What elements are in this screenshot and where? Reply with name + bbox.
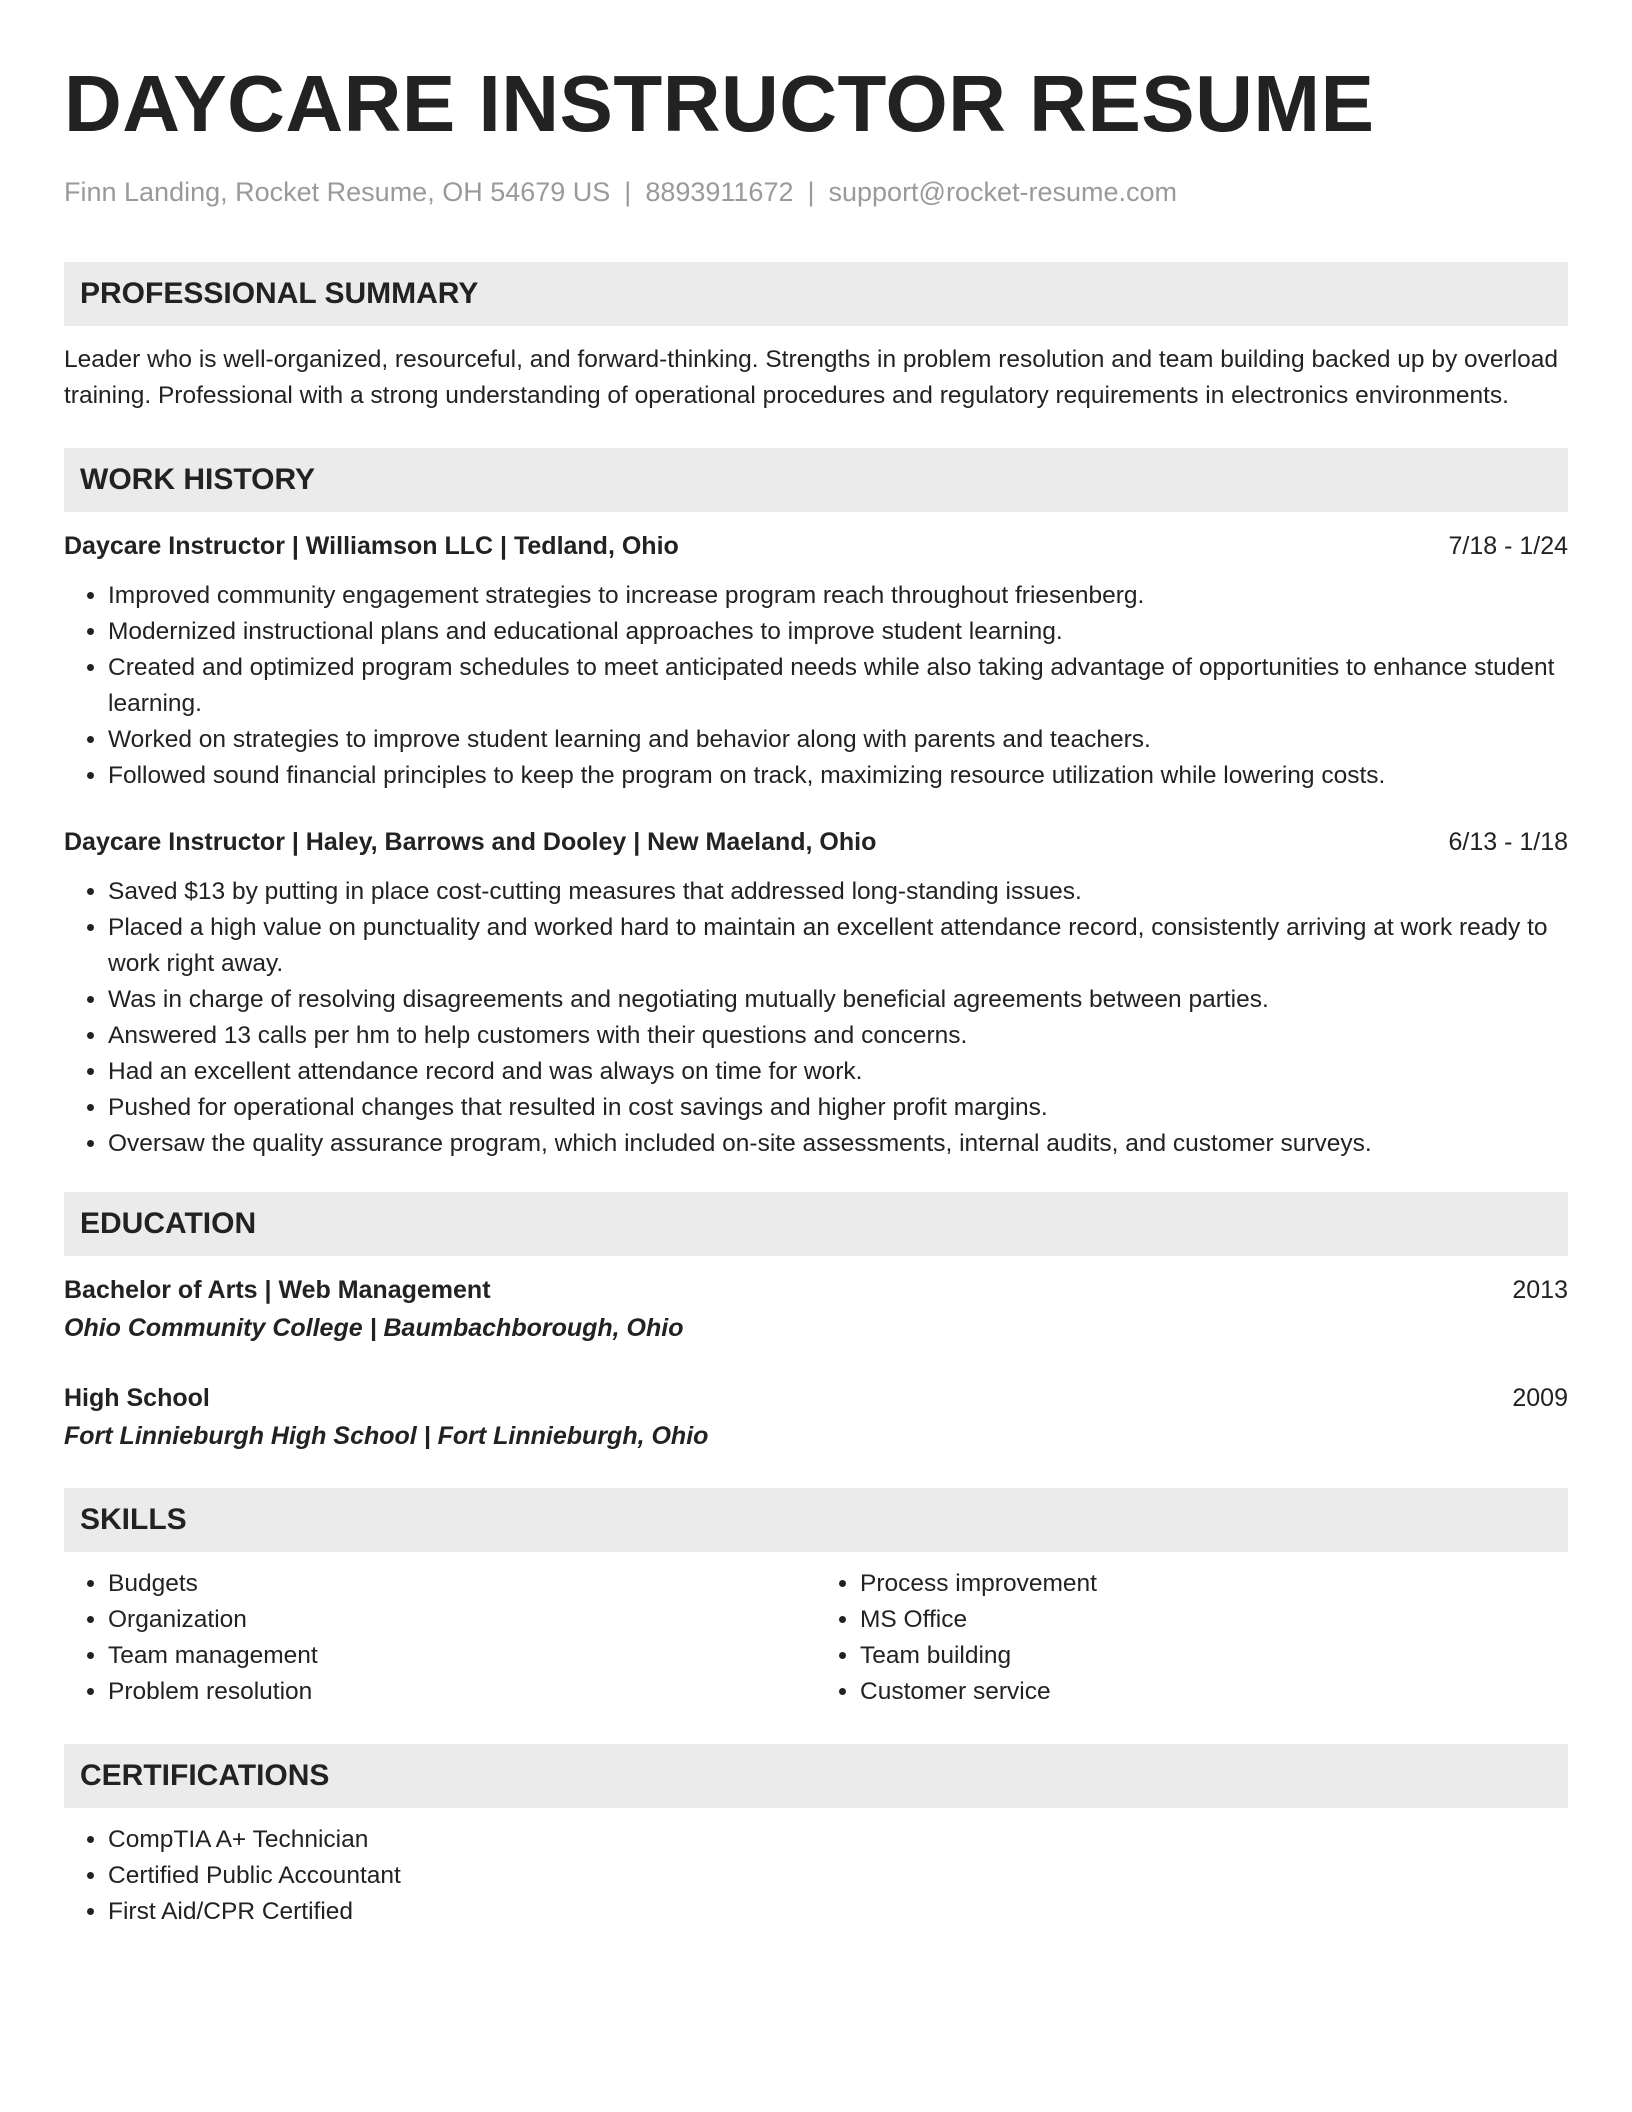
skills-list-right bbox=[816, 1566, 1568, 1710]
job-bullet: • Had an excellent attendance record and was always on time for work. bbox=[108, 1054, 1568, 1090]
skill-item: • Process improvement bbox=[860, 1566, 1568, 1602]
job-title: Daycare Instructor | Haley, Barrows and Dooley | New Maeland, Ohio bbox=[64, 828, 877, 856]
job-header bbox=[64, 528, 1568, 564]
job-dates: 6/13 - 1/18 bbox=[1448, 828, 1568, 856]
skill-item: • Organization bbox=[108, 1602, 816, 1638]
skills-list-left bbox=[64, 1566, 816, 1710]
job-bullet: • Followed sound financial principles to keep the program on track, maximizing resource utilization while lowering costs. bbox=[108, 758, 1568, 794]
certifications-list bbox=[64, 1822, 1568, 1930]
job-bullet: • Pushed for operational changes that resulted in cost savings and higher profit margins. bbox=[108, 1090, 1568, 1126]
job-bullet: • Improved community engagement strategies to increase program reach throughout friesenberg. bbox=[108, 578, 1568, 614]
resume-page bbox=[64, 56, 1568, 1930]
skill-item: • Customer service bbox=[860, 1674, 1568, 1710]
education-degree: Bachelor of Arts | Web Management bbox=[64, 1276, 491, 1304]
contact-address: Finn Landing, Rocket Resume, OH 54679 US bbox=[64, 177, 611, 207]
section-heading-summary: PROFESSIONAL SUMMARY bbox=[64, 262, 1568, 326]
certification-item: • CompTIA A+ Technician bbox=[108, 1822, 1568, 1858]
skill-item: • Team management bbox=[108, 1638, 816, 1674]
education-header bbox=[64, 1380, 1568, 1416]
job-bullet-list bbox=[64, 578, 1568, 794]
job-entry bbox=[64, 528, 1568, 794]
certification-item: • Certified Public Accountant bbox=[108, 1858, 1568, 1894]
skill-item: • Budgets bbox=[108, 1566, 816, 1602]
job-title: Daycare Instructor | Williamson LLC | Tedland, Ohio bbox=[64, 532, 679, 560]
skills-grid bbox=[64, 1566, 1568, 1710]
contact-separator: | bbox=[807, 177, 815, 207]
skill-item: • Problem resolution bbox=[108, 1674, 816, 1710]
education-year: 2013 bbox=[1512, 1276, 1568, 1304]
job-bullet: • Answered 13 calls per hm to help customers with their questions and concerns. bbox=[108, 1018, 1568, 1054]
contact-phone: 8893911672 bbox=[645, 177, 794, 207]
job-bullet: • Modernized instructional plans and educational approaches to improve student learning. bbox=[108, 614, 1568, 650]
education-degree: High School bbox=[64, 1384, 210, 1412]
education-school: Fort Linnieburgh High School | Fort Linnieburgh, Ohio bbox=[64, 1422, 709, 1450]
section-heading-work-history: WORK HISTORY bbox=[64, 448, 1568, 512]
job-bullet: • Oversaw the quality assurance program, which included on-site assessments, internal audits, and customer surveys. bbox=[108, 1126, 1568, 1162]
job-bullet: • Worked on strategies to improve student learning and behavior along with parents and teachers. bbox=[108, 722, 1568, 758]
job-bullet: • Saved $13 by putting in place cost-cutting measures that addressed long-standing issues. bbox=[108, 874, 1568, 910]
education-school: Ohio Community College | Baumbachborough, Ohio bbox=[64, 1314, 684, 1342]
job-bullet: • Placed a high value on punctuality and worked hard to maintain an excellent attendance record, consistently arriving at work ready to work right away. bbox=[108, 910, 1568, 982]
education-header bbox=[64, 1272, 1568, 1308]
summary-text: Leader who is well-organized, resourceful, and forward-thinking. Strengths in problem resolution and team building backed up by overload training. Professional with a strong understanding of operational procedures and regulatory requirements in electronics environments. bbox=[64, 346, 1558, 409]
skill-item: • Team building bbox=[860, 1638, 1568, 1674]
job-dates: 7/18 - 1/24 bbox=[1448, 532, 1568, 560]
job-entry bbox=[64, 824, 1568, 1162]
job-bullet: • Created and optimized program schedules to meet anticipated needs while also taking advantage of opportunities to enhance student learning. bbox=[108, 650, 1568, 722]
education-entry bbox=[64, 1272, 1568, 1346]
section-heading-certifications: CERTIFICATIONS bbox=[64, 1744, 1568, 1808]
section-heading-skills: SKILLS bbox=[64, 1488, 1568, 1552]
resume-title: DAYCARE INSTRUCTOR RESUME bbox=[64, 59, 1375, 148]
contact-line bbox=[64, 174, 1568, 210]
section-heading-education: EDUCATION bbox=[64, 1192, 1568, 1256]
skill-item: • MS Office bbox=[860, 1602, 1568, 1638]
job-header bbox=[64, 824, 1568, 860]
job-bullet: • Was in charge of resolving disagreements and negotiating mutually beneficial agreements between parties. bbox=[108, 982, 1568, 1018]
certification-item: • First Aid/CPR Certified bbox=[108, 1894, 1568, 1930]
education-entry bbox=[64, 1380, 1568, 1454]
contact-email: support@rocket-resume.com bbox=[828, 177, 1178, 207]
contact-separator: | bbox=[624, 177, 632, 207]
education-year: 2009 bbox=[1512, 1384, 1568, 1412]
job-bullet-list bbox=[64, 874, 1568, 1162]
